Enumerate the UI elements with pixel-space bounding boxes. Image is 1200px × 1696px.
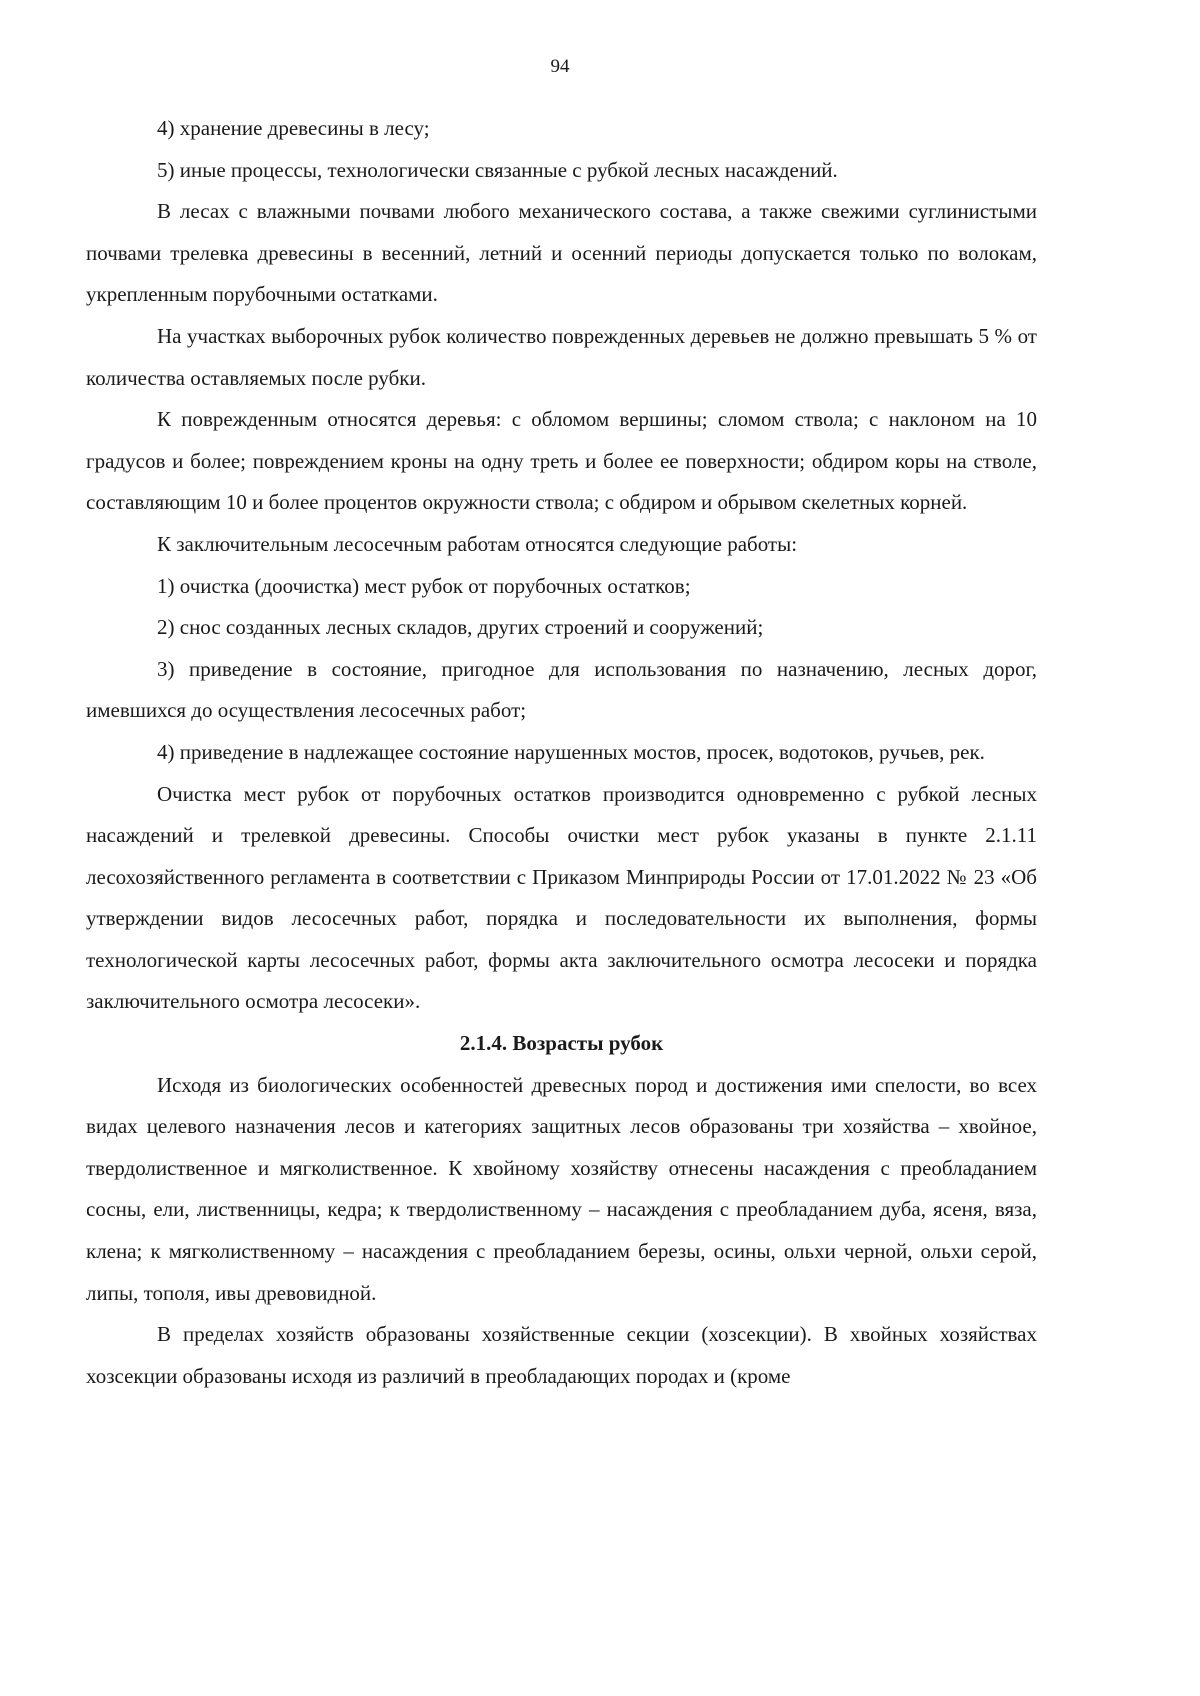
paragraph-cleaning-methods: Очистка мест рубок от порубочных остатков производится одновременно с рубкой лесных насаждений и трелевкой древесины. Способы очистки мест рубок указаны в пункте 2.1.11 лесохозяйственного регламента в соответствии с Приказом Минприроды России от 17.01.2022 № 23 «Об утверждении видов лесосечных работ, порядка и последовательности их выполнения, формы технологической карты лесосечных работ, формы акта заключительного осмотра лесосеки и порядка заключительного осмотра лесосеки». bbox=[86, 781, 1037, 1014]
paragraph-farms: Исходя из биологических особенностей древесных пород и достижения ими спелости, во всех видах целевого назначения лесов и категориях защитных лесов образованы три хозяйства – хвойное, твердолиственное и мягколиственное. К хвойному хозяйству отнесены насаждения с преобладанием сосны, ели, лиственницы, кедра; к твердолиственному – насаждения с преобладанием дуба, ясеня, вяза, клена; к мягколиственному – насаждения с преобладанием березы, осины, ольхи черной, ольхи серой, липы, тополя, ивы древовидной. bbox=[86, 1072, 1037, 1305]
paragraph-final-works-intro: К заключительным лесосечным работам относятся следующие работы: bbox=[157, 531, 798, 556]
paragraph-sections: В пределах хозяйств образованы хозяйственные секции (хозсекции). В хвойных хозяйствах хозсекции образованы исходя из различий в преобладающих породах и (кроме bbox=[86, 1322, 1037, 1388]
document-body bbox=[86, 108, 1037, 1397]
paragraph-storage: 4) хранение древесины в лесу; bbox=[157, 116, 430, 140]
paragraph-other-processes: 5) иные процессы, технологически связанные с рубкой лесных насаждений. bbox=[157, 157, 838, 182]
section-heading: 2.1.4. Возрасты рубок bbox=[459, 1031, 664, 1056]
list-item-roads: 3) приведение в состояние, пригодное для использования по назначению, лесных дорог, имевшихся до осуществления лесосечных работ; bbox=[86, 656, 1037, 723]
list-item-cleaning: 1) очистка (доочистка) мест рубок от порубочных остатков; bbox=[157, 573, 691, 598]
paragraph-wet-soils: В лесах с влажными почвами любого механического состава, а также свежими суглинистыми почвами трелевка древесины в весенний, летний и осенний периоды допускается только по волокам, укрепленным порубочными остатками. bbox=[86, 199, 1037, 307]
list-item-demolition: 2) снос созданных лесных складов, других строений и сооружений; bbox=[157, 615, 764, 640]
page-number: 94 bbox=[550, 56, 570, 77]
paragraph-damaged-trees: К поврежденным относятся деревья: с обломом вершины; сломом ствола; с наклоном на 10 градусов и более; повреждением кроны на одну треть и более ее поверхности; обдиром коры на стволе, составляющим 10 и более процентов окружности ствола; с обдиром и обрывом скелетных корней. bbox=[86, 407, 1037, 515]
list-item-bridges: 4) приведение в надлежащее состояние нарушенных мостов, просек, водотоков, ручьев, рек. bbox=[157, 739, 985, 764]
paragraph-damaged-limit: На участках выборочных рубок количество поврежденных деревьев не должно превышать 5 % от количества оставляемых после рубки. bbox=[86, 323, 1037, 390]
